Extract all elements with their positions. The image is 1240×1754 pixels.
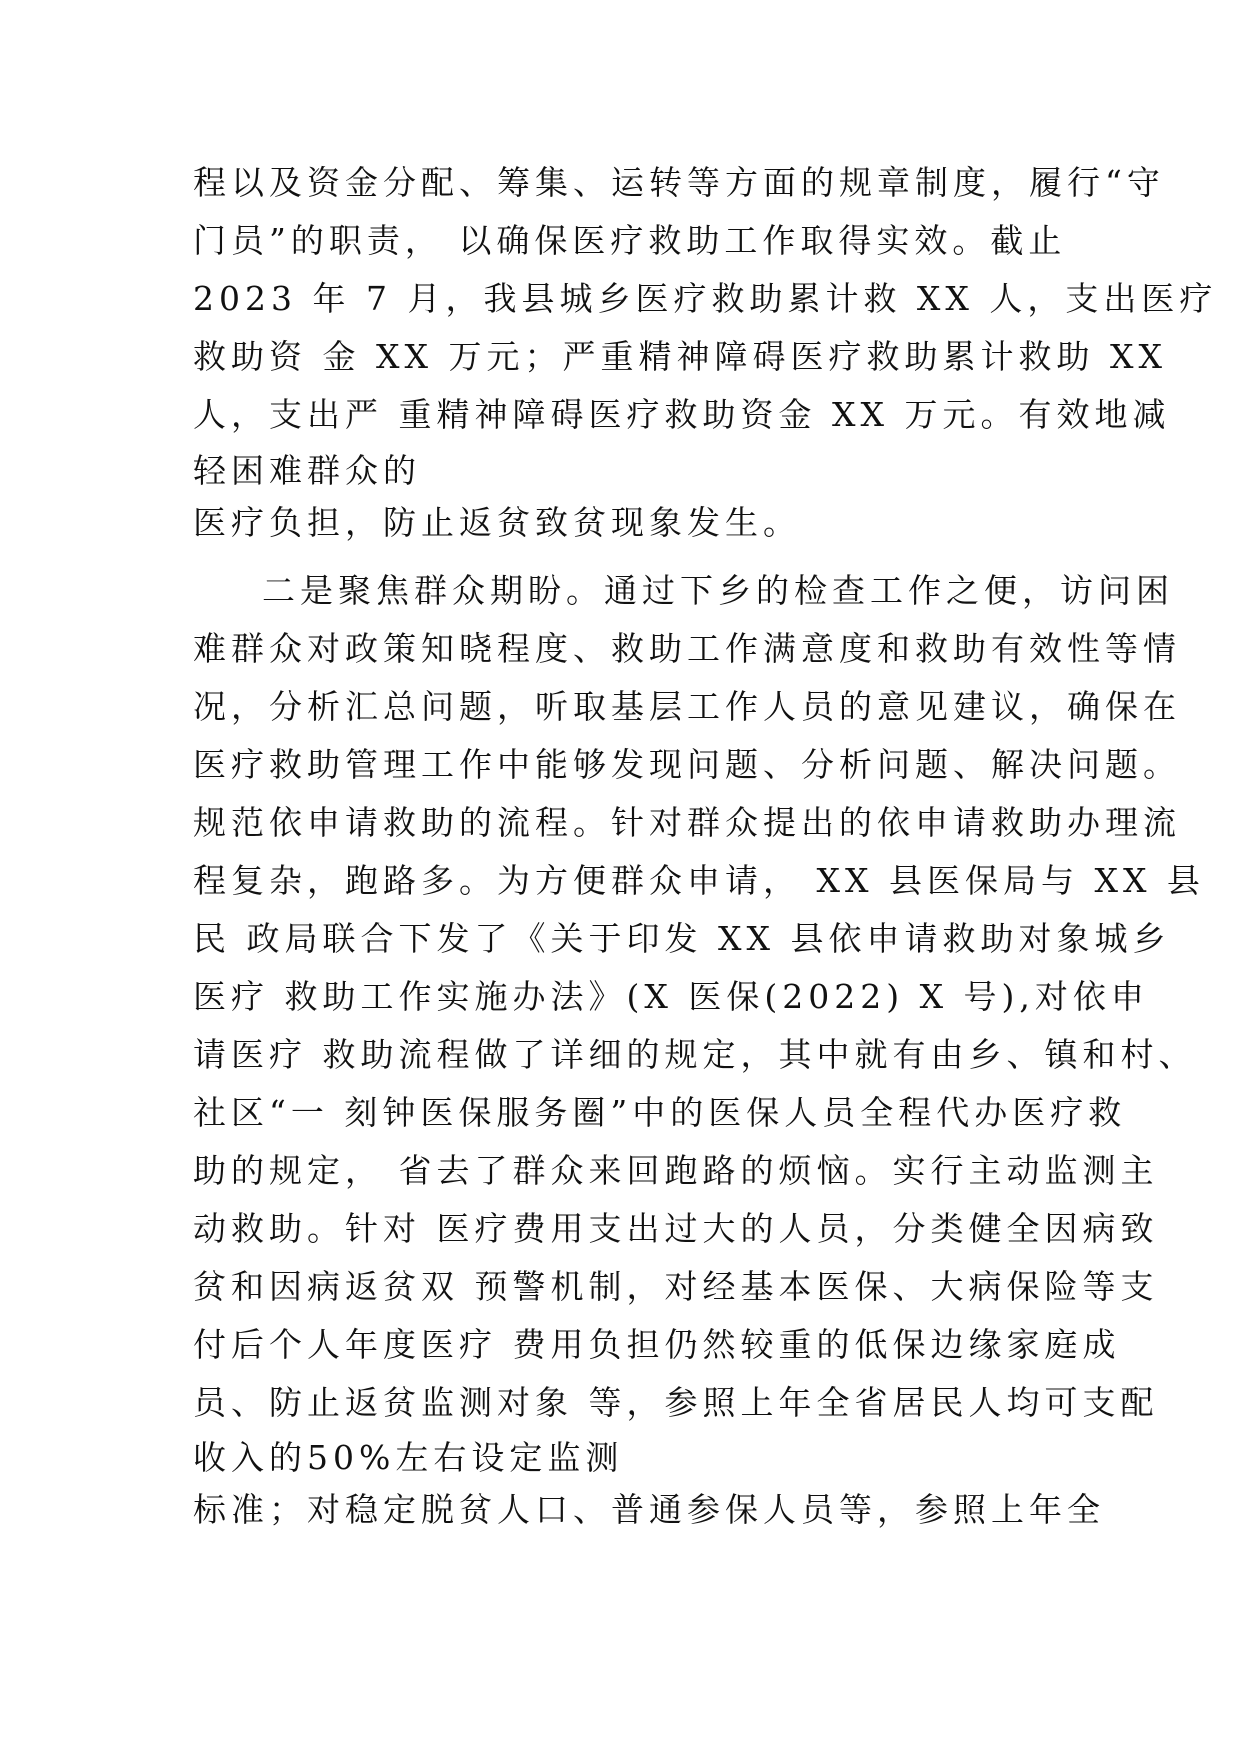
text-line: 程以及资金分配、筹集、运转等方面的规章制度，履行“守 <box>193 163 1165 202</box>
text-line: 助的规定， 省去了群众来回跑路的烦恼。实行主动监测主 <box>193 1151 1159 1190</box>
text-line: 社区“一 刻钟医保服务圈”中的医保人员全程代办医疗救 <box>193 1093 1127 1132</box>
text-line: 轻困难群众的 <box>193 451 421 490</box>
text-line: 况，分析汇总问题，听取基层工作人员的意见建议，确保在 <box>193 687 1181 726</box>
text-line: 救助资 金 XX 万元；严重精神障碍医疗救助累计救助 XX <box>193 337 1167 376</box>
text-line: 医疗负担，防止返贫致贫现象发生。 <box>193 503 801 542</box>
text-line: 标准；对稳定脱贫人口、普通参保人员等，参照上年全 <box>193 1490 1105 1529</box>
text-line: 难群众对政策知晓程度、救助工作满意度和救助有效性等情 <box>193 629 1181 668</box>
text-line: 医疗救助管理工作中能够发现问题、分析问题、解决问题。 <box>193 745 1181 784</box>
text-line: 门员”的职责， 以确保医疗救助工作取得实效。截止 <box>193 221 1067 260</box>
text-line: 员、防止返贫监测对象 等，参照上年全省居民人均可支配 <box>193 1383 1159 1422</box>
text-line: 民 政局联合下发了《关于印发 XX 县依申请救助对象城乡 <box>193 919 1171 958</box>
text-line: 请医疗 救助流程做了详细的规定，其中就有由乡、镇和村、 <box>193 1035 1197 1074</box>
text-line: 程复杂，跑路多。为方便群众申请， XX 县医保局与 XX 县 <box>193 861 1205 900</box>
text-line: 人，支出严 重精神障碍医疗救助资金 XX 万元。有效地减 <box>193 395 1171 434</box>
text-line: 贫和因病返贫双 预警机制，对经基本医保、大病保险等支 <box>193 1267 1159 1306</box>
text-line: 付后个人年度医疗 费用负担仍然较重的低保边缘家庭成 <box>193 1325 1121 1364</box>
text-line: 收入的50%左右设定监测 <box>193 1438 624 1477</box>
paragraph-first-line: 二是聚焦群众期盼。通过下乡的检查工作之便，访问困 <box>262 571 1174 610</box>
text-line: 动救助。针对 医疗费用支出过大的人员，分类健全因病致 <box>193 1209 1159 1248</box>
text-line: 规范依申请救助的流程。针对群众提出的依申请救助办理流 <box>193 803 1181 842</box>
text-line: 医疗 救助工作实施办法》(X 医保(2022) X 号),对依申 <box>193 977 1149 1016</box>
text-line: 2023 年 7 月，我县城乡医疗救助累计救 XX 人，支出医疗 <box>193 279 1218 318</box>
